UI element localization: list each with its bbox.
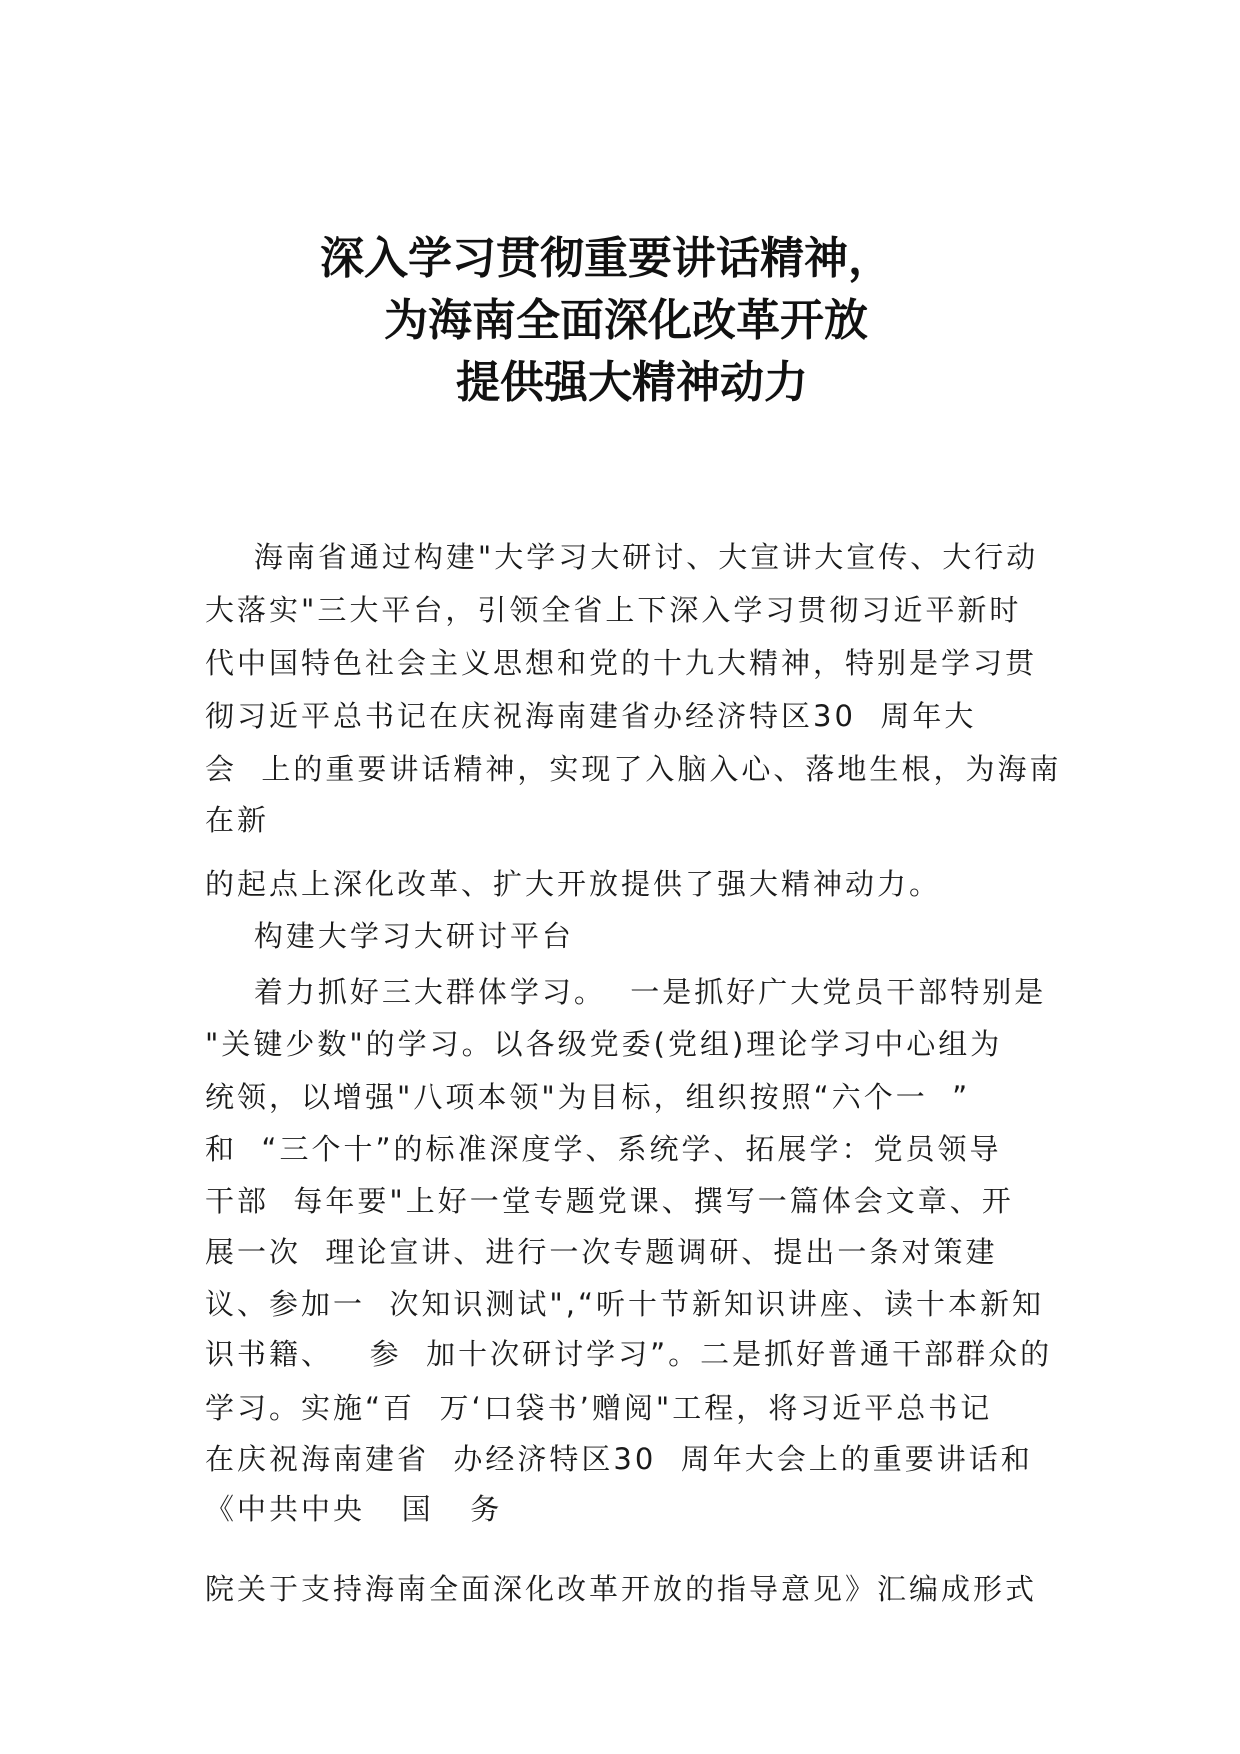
body-line: 议、参加一 次知识测试",“听十节新知识讲座、读十本新知	[205, 1287, 1045, 1321]
title-line-2: 为海南全面深化改革开放	[384, 295, 868, 346]
body-line: 识书籍、 参 加十次研讨学习”。二是抓好普通干部群众的	[205, 1337, 1053, 1371]
body-line: 着力抓好三大群体学习。 一是抓好广大党员干部特别是	[205, 975, 1047, 1009]
body-line: 会 上的重要讲话精神，实现了入脑入心、落地生根，为海南	[205, 752, 1062, 786]
body-line: 在新	[205, 803, 270, 837]
body-line: 《中共中央 国 务	[205, 1492, 503, 1526]
body-line: 干部 每年要"上好一堂专题党课、撰写一篇体会文章、开	[205, 1184, 1014, 1218]
body-line: 海南省通过构建"大学习大研讨、大宣讲大宣传、大行动	[205, 540, 1039, 574]
body-line: 展一次 理论宣讲、进行一次专题调研、提出一条对策建	[205, 1235, 998, 1269]
body-line: 大落实"三大平台，引领全省上下深入学习贯彻习近平新时	[205, 593, 1022, 627]
title-line-3: 提供强大精神动力	[456, 357, 808, 408]
body-line: "关键少数"的学习。以各级党委(党组)理论学习中心组为	[205, 1027, 1003, 1061]
body-line: 学习。实施“百 万‘口袋书’赠阅"工程，将习近平总书记	[205, 1391, 993, 1425]
body-line: 和 “三个十”的标准深度学、系统学、拓展学：党员领导	[205, 1132, 1002, 1166]
body-line: 的起点上深化改革、扩大开放提供了强大精神动力。	[205, 867, 942, 901]
body-line: 在庆祝海南建省 办经济特区30 周年大会上的重要讲话和	[205, 1442, 1033, 1476]
body-line: 统领，以增强"八项本领"为目标，组织按照“六个一 ”	[205, 1080, 971, 1114]
section-heading: 构建大学习大研讨平台	[205, 919, 574, 953]
body-line: 院关于支持海南全面深化改革开放的指导意见》汇编成形式	[205, 1572, 1038, 1606]
body-line: 彻习近平总书记在庆祝海南建省办经济特区30 周年大	[205, 699, 977, 733]
title-line-1: 深入学习贯彻重要讲话精神，	[320, 233, 892, 284]
body-line: 代中国特色社会主义思想和党的十九大精神，特别是学习贯	[205, 646, 1038, 680]
document-title	[0, 228, 1240, 414]
